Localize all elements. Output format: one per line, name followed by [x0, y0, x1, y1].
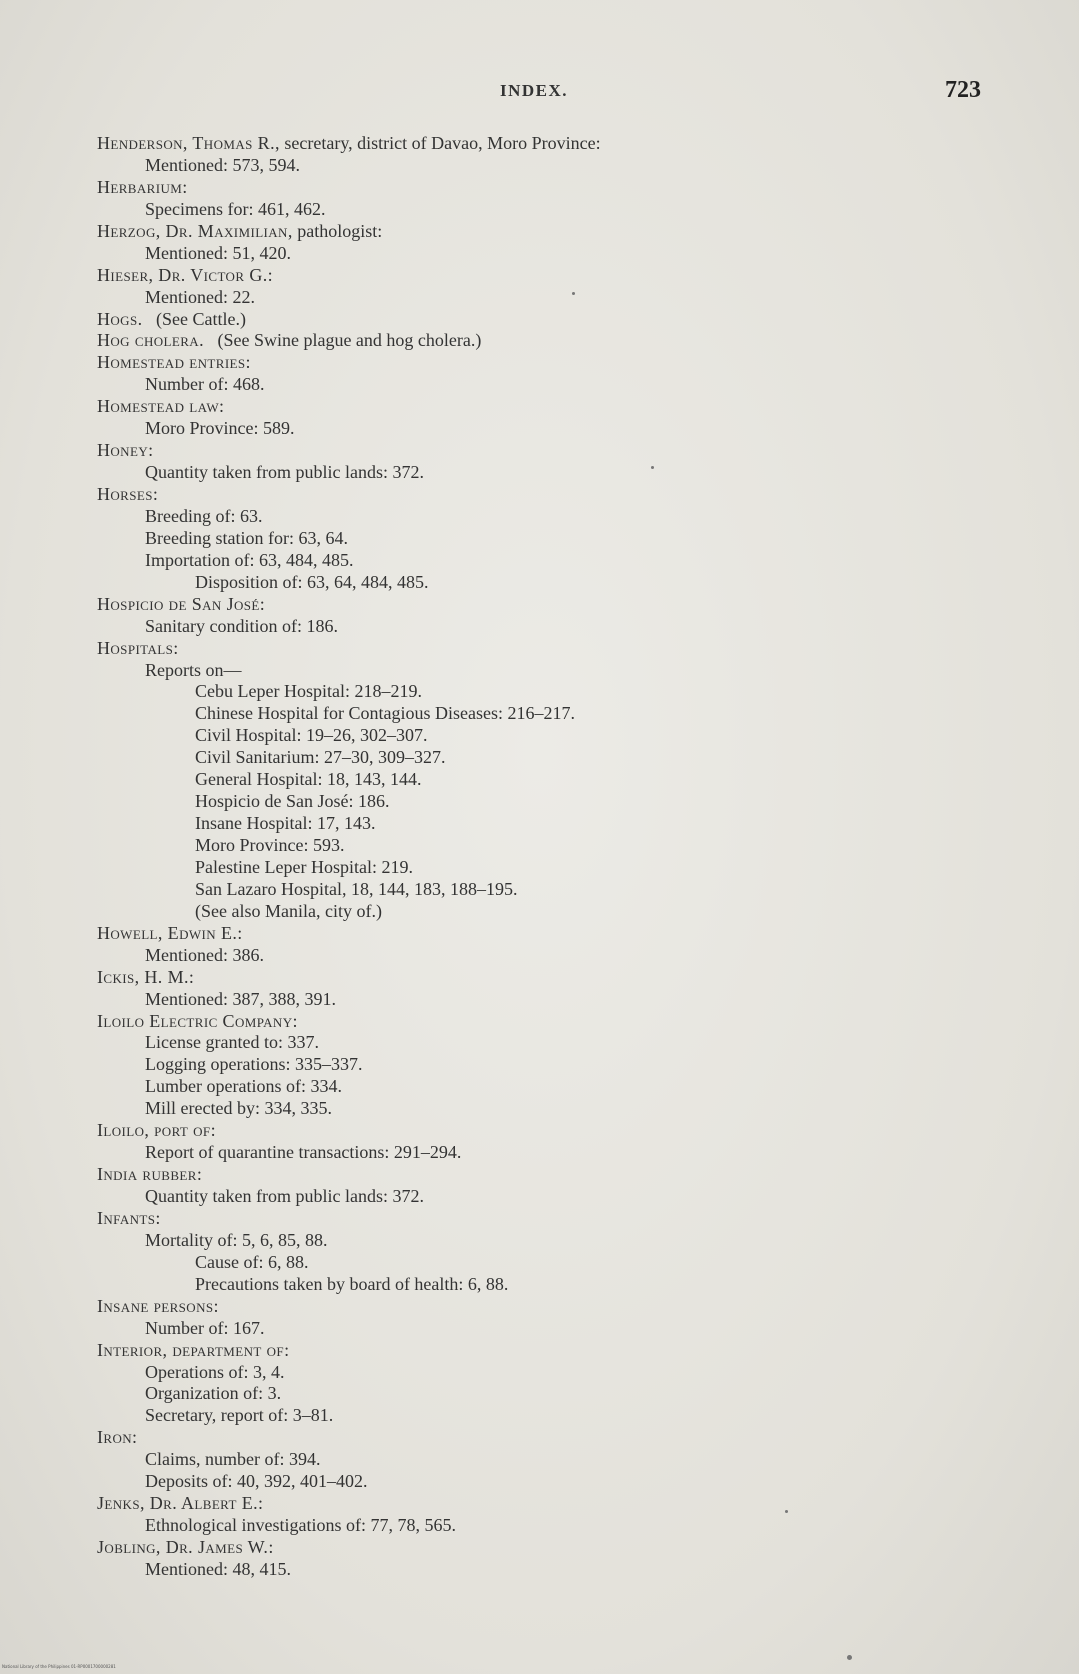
index-heading-term: Hospicio de San José: [97, 593, 260, 614]
index-heading-term: Herzog, Dr. Maximilian,: [97, 220, 293, 241]
index-heading-line: [97, 221, 997, 243]
index-subsubentry-line: [97, 901, 997, 923]
index-heading-term: Hog cholera.: [97, 330, 204, 351]
index-heading-line: [97, 309, 997, 331]
index-entry-text: Insane Hospital: 17, 143.: [195, 813, 376, 834]
index-heading-term: Iloilo, port of: [97, 1120, 211, 1141]
index-heading-term: Insane persons: [97, 1295, 214, 1316]
index-heading-term: Honey: [97, 440, 149, 461]
page-number: 723: [945, 77, 981, 103]
index-entry-text: :: [284, 1339, 290, 1360]
index-heading-term: India rubber: [97, 1164, 197, 1185]
index-subentry-line: [97, 287, 997, 309]
index-heading-term: Infants: [97, 1207, 156, 1228]
index-entry-text: :: [213, 1295, 219, 1316]
index-subentry-line: [97, 199, 997, 221]
index-subentry-line: [97, 1515, 997, 1537]
index-subentry-line: [97, 243, 997, 265]
index-entry-text: Cebu Leper Hospital: 218–219.: [195, 681, 422, 702]
index-entry-text: :: [152, 484, 158, 504]
index-subentry-line: [97, 1032, 997, 1054]
index-subentry-line: [97, 1230, 997, 1252]
index-heading-term: Homestead entries: [97, 352, 246, 373]
index-entry-text: Chinese Hospital for Contagious Diseases: 216–217.: [195, 703, 575, 724]
index-subsubentry-line: [97, 725, 997, 747]
index-heading-line: [97, 638, 997, 660]
index-entry-text: secretary, district of Davao, Moro Province:: [279, 133, 601, 153]
index-subentry-line: [97, 462, 997, 484]
index-subsubentry-line: [97, 857, 997, 879]
index-entry-text: Palestine Leper Hospital: 219.: [195, 856, 413, 877]
index-entry-text: :: [210, 1120, 216, 1141]
index-heading-line: [97, 440, 997, 462]
index-subentry-line: [97, 418, 997, 440]
index-entry-text: Mentioned: 51, 420.: [145, 242, 291, 263]
scan-speck: [847, 1655, 852, 1660]
index-heading-term: Horses: [97, 484, 153, 504]
index-entry-text: Quantity taken from public lands: 372.: [145, 462, 424, 483]
index-entry-text: Report of quarantine transactions: 291–294.: [145, 1142, 462, 1163]
index-heading-line: [97, 133, 997, 155]
index-heading-line: [97, 396, 997, 418]
index-heading-line: [97, 1296, 997, 1318]
scan-speck: [651, 466, 654, 469]
index-entry-text: Breeding station for: 63, 64.: [145, 527, 348, 548]
index-subentry-line: [97, 616, 997, 638]
index-subentry-line: [97, 155, 997, 177]
index-entry-text: :: [132, 1427, 138, 1448]
index-entry-text: Precautions taken by board of health: 6, 88.: [195, 1273, 509, 1294]
index-subsubentry-line: [97, 813, 997, 835]
index-heading-line: [97, 1208, 997, 1230]
index-entry-text: :: [182, 176, 188, 197]
index-subentry-line: [97, 528, 997, 550]
index-entry-text: Moro Province: 589.: [145, 418, 295, 439]
index-heading-line: [97, 1537, 997, 1559]
index-entry-text: General Hospital: 18, 143, 144.: [195, 769, 422, 790]
index-entry-text: :: [173, 637, 179, 658]
index-heading-term: Ickis, H. M.: [97, 966, 189, 987]
index-heading-line: [97, 1427, 997, 1449]
index-heading-term: Hogs.: [97, 308, 143, 329]
index-subentry-line: [97, 1076, 997, 1098]
index-subentry-line: [97, 1405, 997, 1427]
index-entry-text: :: [258, 1493, 264, 1514]
running-title: INDEX.: [500, 81, 569, 100]
index-entry-text: Operations of: 3, 4.: [145, 1361, 285, 1382]
index-entry-text: Specimens for: 461, 462.: [145, 198, 326, 219]
index-subentry-line: [97, 1449, 997, 1471]
index-entry-text: :: [155, 1207, 161, 1228]
index-entry-text: Sanitary condition of: 186.: [145, 615, 338, 636]
index-heading-line: [97, 352, 997, 374]
index-subentry-line: [97, 1186, 997, 1208]
index-heading-term: Homestead law: [97, 396, 220, 417]
index-entry-text: Moro Province: 593.: [195, 835, 345, 855]
index-entry-text: Mortality of: 5, 6, 85, 88.: [145, 1229, 328, 1250]
index-subentry-line: [97, 1054, 997, 1076]
index-subentry-line: [97, 1383, 997, 1405]
index-entry-text: pathologist:: [292, 220, 383, 241]
running-head: [0, 77, 1079, 107]
index-entry-text: :: [259, 593, 265, 614]
index-entry-text: :: [196, 1164, 202, 1185]
index-entry-text: :: [219, 396, 225, 417]
index-subsubentry-line: [97, 835, 997, 857]
index-heading-line: [97, 177, 997, 199]
index-entry-text: Secretary, report of: 3–81.: [145, 1405, 334, 1426]
index-heading-term: Hospitals: [97, 637, 174, 658]
index-entry-text: Reports on—: [145, 659, 242, 680]
index-entry-text: Ethnological investigations of: 77, 78, 565.: [145, 1515, 456, 1536]
index-subsubentry-line: [97, 703, 997, 725]
index-heading-line: [97, 1164, 997, 1186]
scan-speck: [785, 1510, 788, 1513]
index-entry-text: :: [188, 966, 194, 987]
index-entry-text: Claims, number of: 394.: [145, 1449, 321, 1470]
index-entry-text: License granted to: 337.: [145, 1032, 319, 1053]
index-heading-term: Interior, department of: [97, 1339, 285, 1360]
index-subsubentry-line: [97, 747, 997, 769]
index-entry-text: Cause of: 6, 88.: [195, 1251, 309, 1272]
library-footer: National Library of the Philippines 01-RP0001700000281: [2, 1664, 116, 1669]
index-entry-text: Organization of: 3.: [145, 1383, 282, 1404]
index-entry-text: Civil Sanitarium: 27–30, 309–327.: [195, 747, 446, 768]
index-entry-text: Logging operations: 335–337.: [145, 1054, 363, 1075]
index-entry-text: Mentioned: 386.: [145, 944, 264, 965]
index-entry-text: Number of: 468.: [145, 374, 265, 395]
index-entry-text: Importation of: 63, 484, 485.: [145, 549, 354, 570]
scan-speck: [572, 292, 575, 295]
index-heading-line: [97, 967, 997, 989]
index-heading-term: Jenks, Dr. Albert E.: [97, 1493, 259, 1514]
index-entry-text: :: [237, 922, 243, 943]
index-entry-text: Mentioned: 573, 594.: [145, 154, 300, 175]
index-subentry-line: [97, 550, 997, 572]
index-entry-text: Mentioned: 22.: [145, 286, 255, 307]
index-entry-text: (See Swine plague and hog cholera.): [203, 330, 482, 351]
index-subentry-line: [97, 660, 997, 682]
index-entry-text: Quantity taken from public lands: 372.: [145, 1186, 424, 1206]
index-heading-line: [97, 923, 997, 945]
index-heading-term: Herbarium: [97, 176, 183, 197]
index-heading-line: [97, 1340, 997, 1362]
index-subentry-line: [97, 374, 997, 396]
index-heading-line: [97, 594, 997, 616]
index-subsubentry-line: [97, 879, 997, 901]
index-entry-text: :: [267, 264, 273, 285]
index-entry-text: Lumber operations of: 334.: [145, 1076, 342, 1097]
index-entry-text: Mentioned: 48, 415.: [145, 1558, 291, 1579]
index-subsubentry-line: [97, 572, 997, 594]
index-heading-term: Jobling, Dr. James W.: [97, 1537, 269, 1557]
index-subentry-line: [97, 945, 997, 967]
index-entry-text: :: [292, 1010, 298, 1031]
index-entry-text: San Lazaro Hospital, 18, 144, 183, 188–195.: [195, 878, 518, 899]
index-entry-text: (See also Manila, city of.): [195, 900, 382, 921]
index-subentry-line: [97, 1142, 997, 1164]
index-subentry-line: [97, 1362, 997, 1384]
index-entry-text: :: [245, 352, 251, 373]
index-heading-term: Iron: [97, 1427, 133, 1448]
index-subsubentry-line: [97, 769, 997, 791]
index-entry-text: :: [268, 1537, 274, 1557]
index-subsubentry-line: [97, 1252, 997, 1274]
index-entry-text: Disposition of: 63, 64, 484, 485.: [195, 571, 429, 592]
index-entry-text: Civil Hospital: 19–26, 302–307.: [195, 725, 428, 746]
index-subentry-line: [97, 1318, 997, 1340]
index-heading-line: [97, 1493, 997, 1515]
index-entry-text: Deposits of: 40, 392, 401–402.: [145, 1471, 368, 1492]
index-heading-line: [97, 265, 997, 287]
index-heading-line: [97, 1120, 997, 1142]
index-heading-term: Iloilo Electric Company: [97, 1010, 293, 1031]
index-subentry-line: [97, 1098, 997, 1120]
index-subentry-line: [97, 1471, 997, 1493]
index-entries: [97, 133, 997, 1581]
index-heading-line: [97, 330, 997, 352]
index-heading-term: Henderson, Thomas R.,: [97, 133, 280, 153]
index-heading-line: [97, 484, 997, 506]
index-subsubentry-line: [97, 791, 997, 813]
index-entry-text: Breeding of: 63.: [145, 505, 263, 526]
index-entry-text: Mill erected by: 334, 335.: [145, 1098, 332, 1119]
index-heading-term: Hieser, Dr. Victor G.: [97, 264, 268, 285]
index-entry-text: Number of: 167.: [145, 1317, 265, 1338]
index-subentry-line: [97, 989, 997, 1011]
index-entry-text: :: [148, 440, 154, 461]
index-entry-text: Hospicio de San José: 186.: [195, 791, 390, 812]
index-subentry-line: [97, 506, 997, 528]
index-subentry-line: [97, 1559, 997, 1581]
index-entry-text: (See Cattle.): [142, 308, 246, 329]
index-entry-text: Mentioned: 387, 388, 391.: [145, 988, 336, 1009]
index-subsubentry-line: [97, 1274, 997, 1296]
index-heading-line: [97, 1011, 997, 1033]
index-heading-term: Howell, Edwin E.: [97, 922, 238, 943]
index-subsubentry-line: [97, 681, 997, 703]
